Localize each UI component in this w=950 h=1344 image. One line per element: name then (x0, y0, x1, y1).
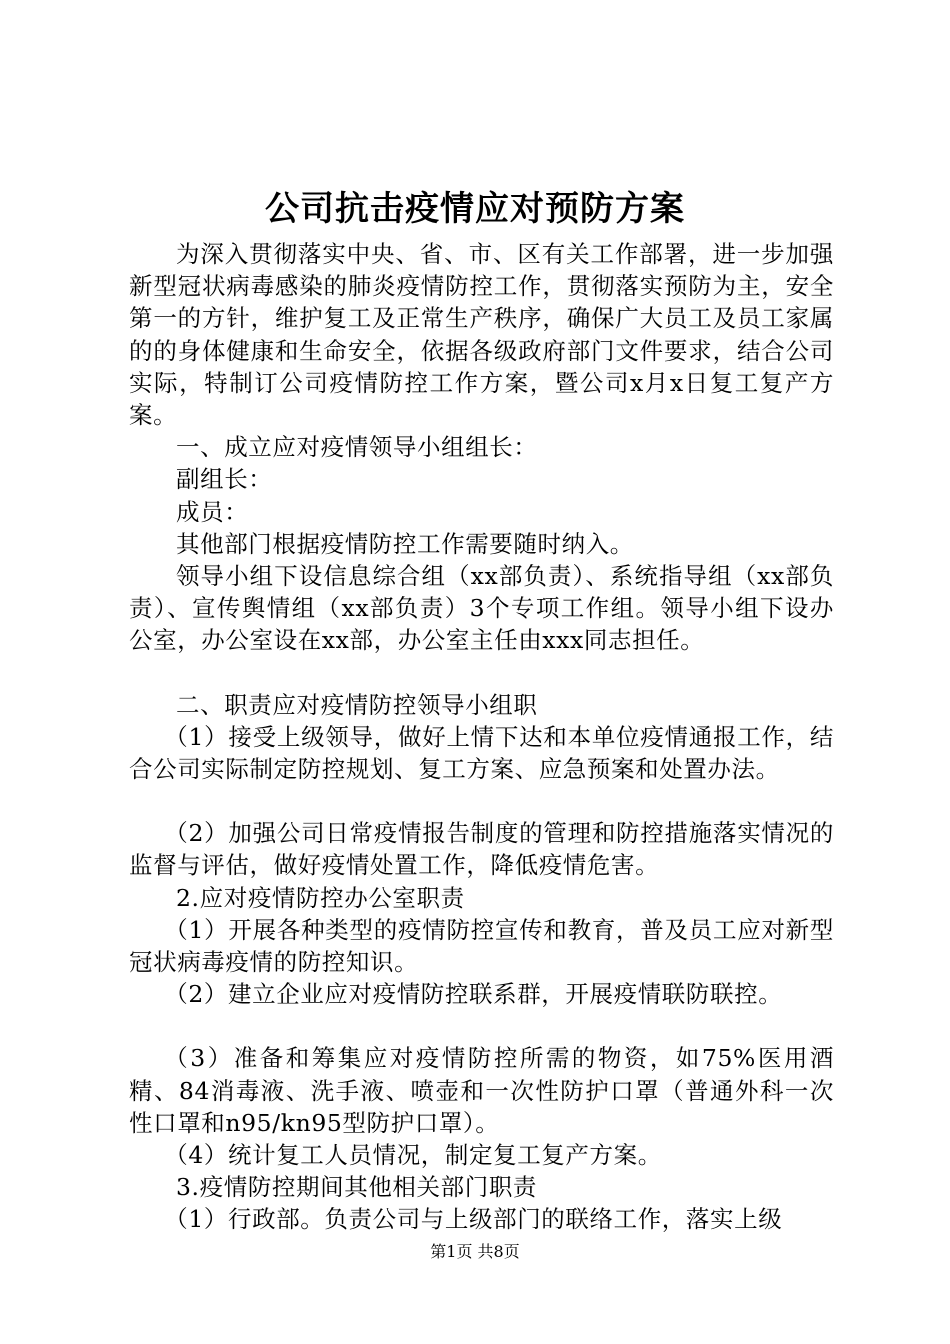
document-body (129, 238, 834, 1236)
office-item-1: （1）开展各种类型的疫情防控宣传和教育，普及员工应对新型冠状病毒疫情的防控知识。 (129, 915, 834, 977)
office-duties-heading: 2.应对疫情防控办公室职责 (176, 883, 465, 912)
duty-item-1: （1）接受上级领导，做好上情下达和本单位疫情通报工作，结合公司实际制定防控规划、复工方案、应急预案和处置办法。 (129, 722, 834, 784)
paragraph-gap (129, 785, 834, 817)
page-footer: 第1页 共8页 (430, 1242, 520, 1261)
other-departments-heading: 3.疫情防控期间其他相关部门职责 (176, 1173, 538, 1202)
office-item-3: （3）准备和筹集应对疫情防控所需的物资，如75%医用酒精、84消毒液、洗手液、喷壶和一次性防护口罩（普通外科一次性口罩和n95/kn95型防护口罩）。 (129, 1044, 834, 1137)
working-groups-paragraph: 领导小组下设信息综合组（xx部负责）、系统指导组（xx部负责）、宣传舆情组（xx部负责）3个专项工作组。领导小组下设办公室，办公室设在xx部，办公室主任由xxx同志担任。 (129, 562, 834, 655)
office-item-4: （4）统计复工人员情况，制定复工复产方案。 (164, 1141, 662, 1170)
members-line: 成员： (176, 497, 249, 526)
intro-paragraph: 为深入贯彻落实中央、省、市、区有关工作部署，进一步加强新型冠状病毒感染的肺炎疫情防控工作，贯彻落实预防为主，安全第一的方针，维护复工及正常生产秩序，确保广大员工及员工家属的的身体健康和生命安全，依据各级政府部门文件要求，结合公司实际，特制订公司疫情防控工作方案，暨公司x月x日复工复产方案。 (129, 240, 834, 430)
document-title: 公司抗击疫情应对预防方案 (265, 189, 685, 229)
paragraph-gap (129, 1010, 834, 1042)
section-1-heading: 一、成立应对疫情领导小组组长： (176, 433, 538, 462)
admin-dept-item: （1）行政部。负责公司与上级部门的联络工作，落实上级 (164, 1205, 783, 1234)
duty-item-2: （2）加强公司日常疫情报告制度的管理和防控措施落实情况的监督与评估，做好疫情处置工作，降低疫情危害。 (129, 819, 834, 880)
office-item-2: （2）建立企业应对疫情防控联系群，开展疫情联防联控。 (164, 980, 783, 1009)
section-2-heading: 二、职责应对疫情防控领导小组职 (176, 690, 538, 719)
deputy-leader-line: 副组长： (176, 465, 273, 494)
paragraph-gap (129, 657, 834, 689)
other-departments-line: 其他部门根据疫情防控工作需要随时纳入。 (176, 529, 634, 558)
